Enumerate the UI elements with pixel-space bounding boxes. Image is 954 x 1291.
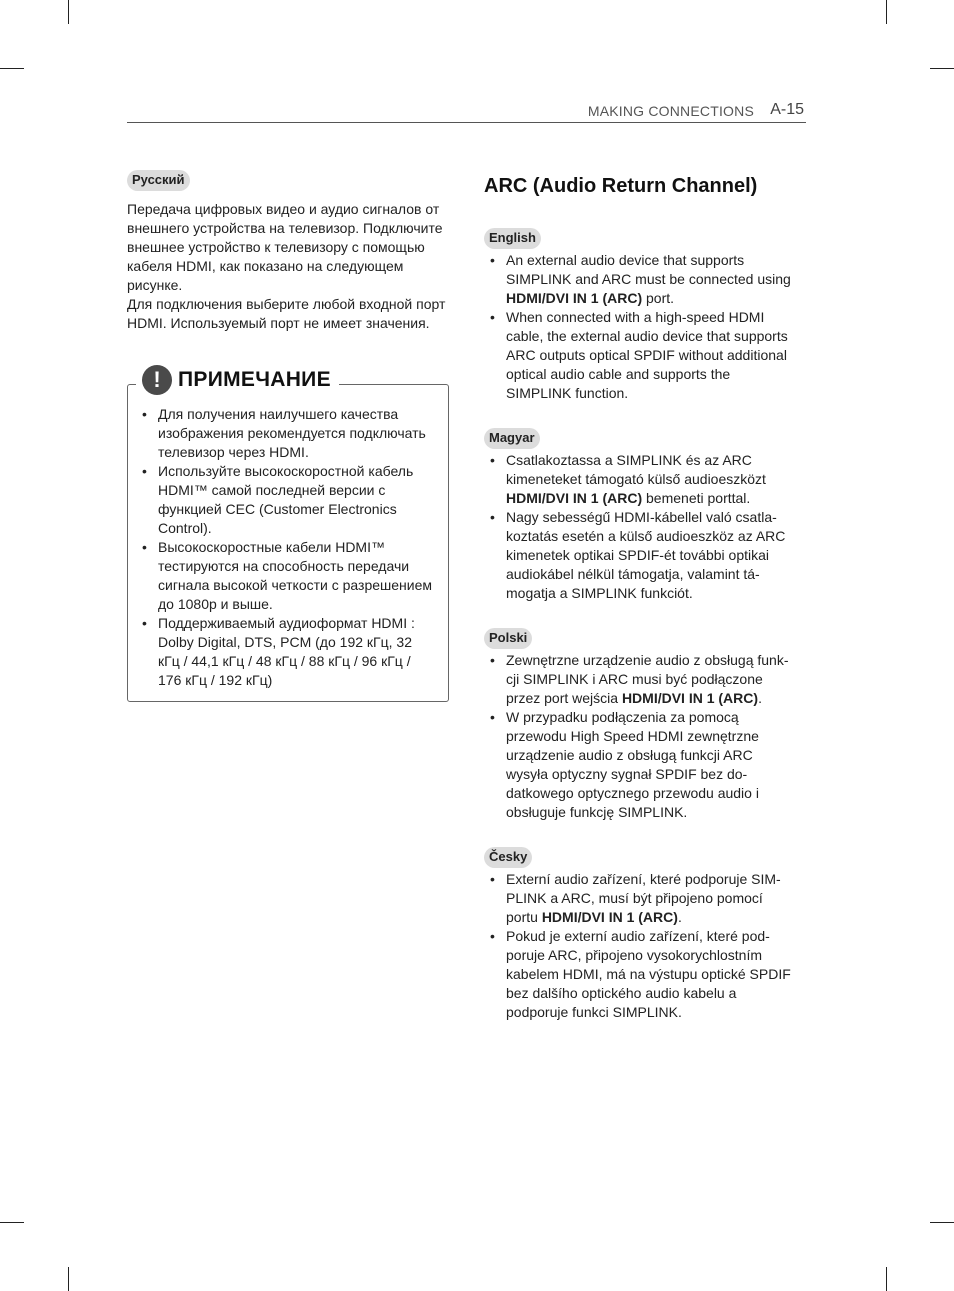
note-item: • Для получения наилучшего качества изображения рекомендуется подключать телевизор через HDMI. (142, 406, 426, 460)
list-item: • When connected with a high-speed HDMI cable, the external audio device that supports ARC outputs optical SPDIF without additional optical audio cable and supports the SIMPLINK function. (490, 309, 788, 401)
list-item: • Externí audio zařízení, které podporuje SIM-PLINK a ARC, musí být připojeno pomocí portu HDMI/DVI IN 1 (ARC). (490, 871, 781, 925)
list-item: • Pokud je externí audio zařízení, které pod-poruje ARC, připojeno vysokorychlostním kabelem HDMI, má na výstupu optické SPDIF bez dalšího optického audio kabelu a podporuje funkci SIMPLINK. (490, 928, 791, 1020)
crop-mark (886, 0, 887, 24)
crop-mark (0, 68, 24, 69)
crop-mark (930, 68, 954, 69)
crop-mark (930, 1222, 954, 1223)
exclamation-icon: ! (142, 365, 172, 395)
lang-section-english (484, 228, 794, 403)
right-column (484, 170, 794, 1022)
list-item: • An external audio device that supports SIMPLINK and ARC must be connected using HDMI/DVI IN 1 (ARC) port. (490, 252, 791, 306)
note-header (136, 363, 339, 397)
intro-paragraph: Передача цифровых видео и аудио сигналов от внешнего устройства на телевизор. Подключите внешнее устройство к телевизору с помощью кабеля HDMI, как показано на следующем рисунке. (127, 201, 443, 293)
lang-section-polski (484, 628, 794, 822)
list-item: • Csatlakoztassa a SIMPLINK és az ARC kimeneteket támogató külső audioeszközt HDMI/DVI IN 1 (ARC) bemeneti porttal. (490, 452, 766, 506)
list-item: • Nagy sebességű HDMI-kábellel való csatla-koztatás esetén a külső audioeszköz az ARC kimenetek optikai SPDIF-ét további optikai audiokábel nélkül támogatja, valamint tá-mogatja a SIMPLINK funkciót. (490, 509, 786, 601)
language-label-polski: Polski (484, 628, 532, 649)
note-item: • Используйте высокоскоростной кабель HDMI™ самой последней версии с функцией CEC (Customer Electronics Control). (142, 463, 414, 536)
section-title: MAKING CONNECTIONS (587, 103, 754, 119)
crop-mark (886, 1267, 887, 1291)
lang-section-magyar (484, 428, 794, 603)
list-item: • W przypadku podłączenia za pomocą przewodu High Speed HDMI zewnętrzne urządzenie audio z obsługą funkcji ARC wysyła optyczny sygnał SPDIF bez do-datkowego optycznego przewodu audio i obsługuje funkcję SIMPLINK. (490, 709, 759, 820)
crop-mark (68, 1267, 69, 1291)
left-column (127, 170, 449, 333)
crop-mark (0, 1222, 24, 1223)
page-number: A-15 (770, 101, 804, 118)
language-label-cesky: Česky (484, 847, 532, 868)
note-body (136, 405, 436, 690)
language-label-english: English (484, 228, 541, 249)
note-box (127, 367, 449, 702)
note-item: • Поддерживаемый аудиоформат HDMI : Dolby Digital, DTS, PCM (до 192 кГц, 32 кГц / 44,1 кГц / 48 кГц / 88 кГц / 96 кГц / 176 кГц / 192 кГц) (142, 615, 415, 688)
language-label-russian: Русский (127, 170, 190, 191)
note-title: ПРИМЕЧАНИЕ (178, 368, 331, 391)
arc-heading: ARC (Audio Return Channel) (484, 175, 758, 197)
note-item: • Высокоскоростные кабели HDMI™ тестируются на способность передачи сигнала высокой четкости с разрешением до 1080p и выше. (142, 539, 433, 612)
crop-mark (68, 0, 69, 24)
language-label-magyar: Magyar (484, 428, 540, 449)
intro-paragraph-2: Для подключения выберите любой входной порт HDMI. Используемый порт не имеет значения. (127, 296, 446, 331)
page-header (127, 100, 806, 123)
list-item: • Zewnętrzne urządzenie audio z obsługą funk-cji SIMPLINK i ARC musi być podłączone przez port wejścia HDMI/DVI IN 1 (ARC). (490, 652, 789, 706)
lang-section-cesky (484, 847, 794, 1022)
